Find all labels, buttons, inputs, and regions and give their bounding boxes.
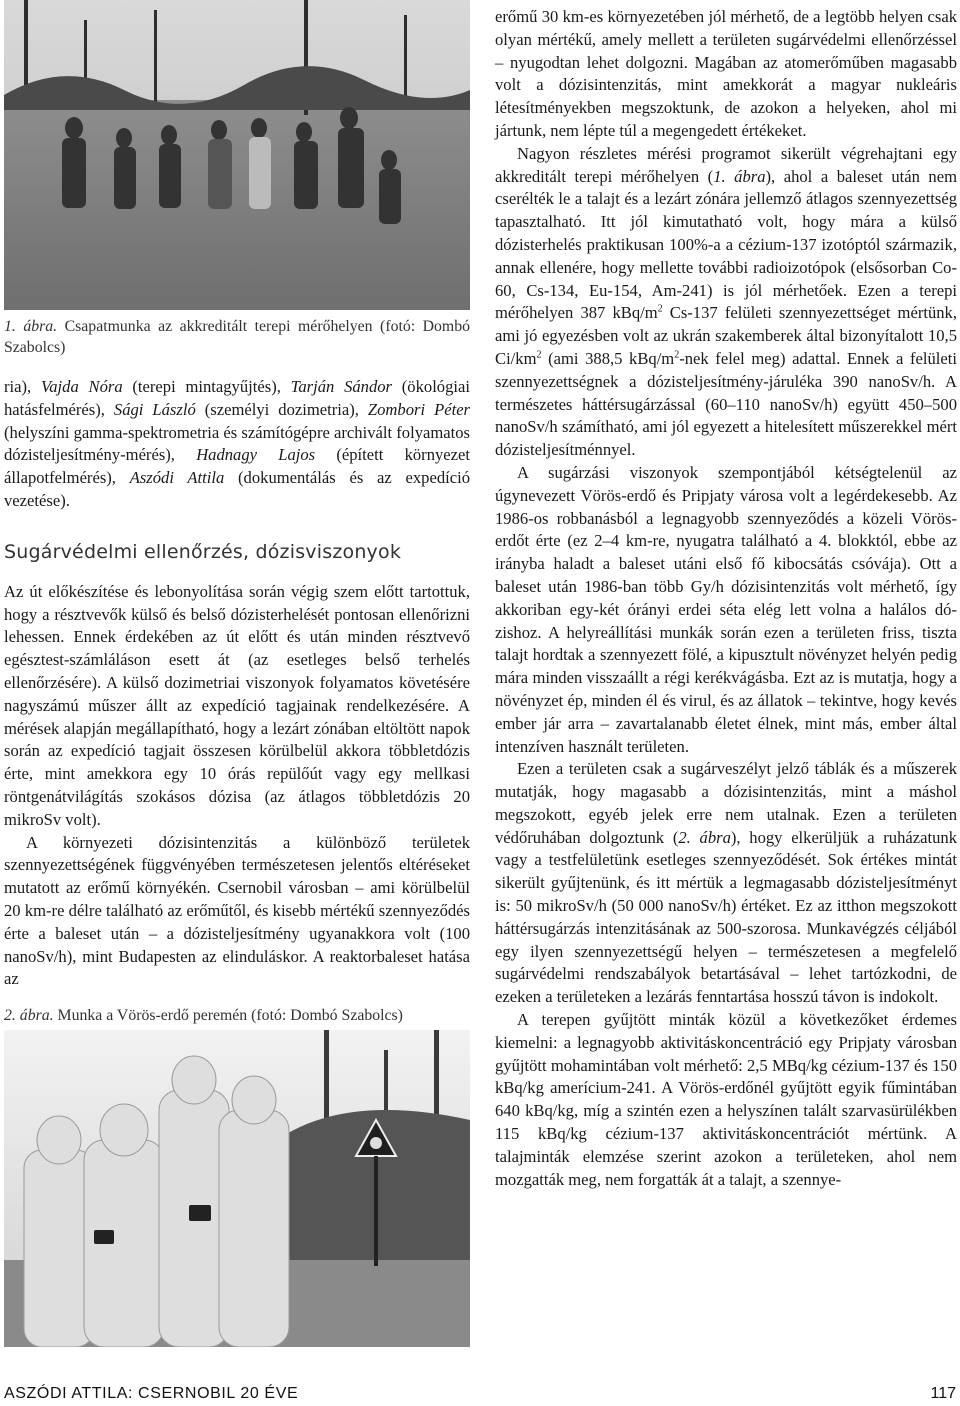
text-run: Cs-137 felületi szennyezettséget mértünk, ami jó egyezésben volt az ukrán szakemberek által bizonyítalott 10,5 Ci/km (495, 303, 957, 368)
figure-1-photo (4, 0, 470, 310)
italic-text: Vajda Nóra (40, 377, 123, 396)
protective-suits-photo-placeholder (4, 1030, 470, 1347)
page-number: 117 (930, 1385, 956, 1402)
superscript: 2 (657, 303, 663, 315)
dose-intensity-paragraph: A környezeti dózisintenzitás a különböző területek szennyezettségének függvényében természetesen jelentős eltéréseket mutatott az erőmű környékén. Csernobil városban – ami körülbelül 20 km-re délre található az erőműtől, és kisebb mértékű szennyeződés érte a baleset után – a dózisteljesítmény ugyanakkora volt (100 nanoSv/h), mint Budapesten az elinduláskor. A reaktorbaleset hatása az (4, 832, 470, 989)
italic-text: Hadnagy Lajos (196, 445, 316, 465)
figure-2-caption-text: Munka a Vörös-erdő peremén (fotó: Dombó Szabolcs) (57, 1007, 403, 1025)
figure-2-photo (4, 1030, 470, 1347)
red-forest-paragraph: A sugárzási viszonyok szempontjából kétségtelenül az úgynevezett Vörös-erdő és Pripjaty városa volt a legérdekesebb. Az 1986-os robbanásból a legnagyobb szennyeződés a közeli Vörös-erdőt érte (ez 2–4 km-re, nyugatra található a 4. blokktól, ebbe az irányba haladt a baleset utáni első fő kibocsátás csóvája). Ott a baleset után 1986-ban több Gy/h dózisintenzitás volt mérhető, így akkoriban egy-két órányi erdei séta elég lett volna a halálos dózishoz. A helyreállítási munkák során ezen a területen friss, tiszta talajt hordtak a szennyezett fölé, a kipusztult növényzet helyén pedig mára minden visszaállt a régi kerékvágásba. Ezt az is mutatja, hogy a növényzet ép, minden él és virul, és az állatok – tekintve, hogy kevés ember jár arra – zavartalanabb életet élnek, mint más, ember által intenzíven használt területen. (495, 462, 957, 756)
team-roles-paragraph (4, 376, 470, 513)
protective-clothing-paragraph (495, 758, 957, 1009)
italic-text: Zombori Péter (367, 399, 471, 419)
samples-paragraph: A terepen gyűjtött minták közül a következőket érdemes kiemelni: a legnagyobb aktivitáskoncentráció egy Pripjaty városban gyűjtött mohamintában volt mérhető: 2,5 MBq/kg cézium-137 és 150 kBq/kg amerícium-241. A Vörös-erdőnél gyűjtött egyik fűmintában 640 kBq/kg, míg a szintén ezen a helyszínen talált szarvasürülékben 115 kBq/kg cézium-137 aktivitáskoncentrációt mértünk. A talajminták elemzése szerint azokon a területeken, ahol nem mozgatták meg, nem forgatták át a talajt, a szennye- (495, 1010, 957, 1189)
text-run: (épített környezet állapotfelmérés), (4, 445, 470, 488)
text-run: (személyi dozimetria), (195, 399, 368, 419)
left-column (4, 0, 470, 1347)
italic-text: Tarján Sándor (290, 377, 393, 396)
dose-control-paragraph: Az út előkészítése és lebonyolítása során végig szem előtt tartottuk, hogy a résztvevők külső és belső dózisterhelését pontosan ellenőrizni lehessen. Ennek érdekében az út előtt és után minden résztvevő egésztest-számláláson esett át (az esetleges belső terhelés ellenőrzésére). A külső dozimetriai viszonyok folyamatos követésére nagyszámú műszer állt az expedíció tagjainak rendelkezésére. A mérések alapján megállapítható, hogy a lezárt zónában eltöltött napok során az expedíció tagjait összesen körülbelül akkora többletdózis érte, mint amekkora egy 10 órás repülőút vagy egy mellkasi röntgenátvilágítás szokásos dózisa (az átlagos többletdózis 20 mikroSv volt). (4, 581, 470, 829)
text-run: Nagyon részletes mérési programot sikerült végrehajtani egy akkreditált terepi mérőhelyen ( (495, 143, 957, 186)
text-run: (helyszíni gamma-spektrometria és számítógépre archivált folyamatos dózisteljesítmény-mérés), (4, 422, 470, 465)
right-column (495, 6, 957, 1191)
field-team-photo-placeholder (4, 0, 470, 310)
text-run: ), ahol a baleset után nem cserélték le a talajt és a lezárt zónára jellemző átlagos szennyezettség tapasztalható. Itt jól kimutatható volt, hogy mára a külső dózisterhelés praktikusan 100%-a a cézium-137 izotóptól származik, annak ellenére, hogy mellette további radioizotópok (elsősorban Co-60, Cs-134, Eu-154, Am-241) is jól mérhetőek. Ezen a terepi mérőhelyen 387 kBq/m (495, 166, 957, 323)
section-title (4, 541, 470, 563)
measurement-site-paragraph (495, 143, 957, 462)
figure-2-label: 2. ábra. (4, 1007, 54, 1025)
figure-1-caption-text: Csapatmunka az akkreditált terepi mérőhelyen (fotó: Dombó Szabolcs) (4, 318, 471, 356)
superscript: 2 (674, 349, 680, 361)
running-title: ASZÓDI ATTILA: CSERNOBIL 20 ÉVE (4, 1385, 299, 1402)
figure-2-caption (4, 1005, 470, 1026)
figure-1-caption (4, 316, 470, 358)
superscript: 2 (536, 349, 542, 361)
text-run: (ökológiai hatásfelmérés), (4, 377, 470, 419)
figure-1-label: 1. ábra. (4, 318, 58, 335)
text-run: (ami 388,5 kBq/m (541, 348, 675, 368)
text-run: (dokumentálás és az expedíció vezetése). (4, 468, 470, 510)
italic-text: 1. ábra (713, 166, 766, 186)
text-run: ), hogy elkerüljük a ruházatunk vagy a testfelületünk esetleges szennyeződését. Sok értékes mintát sikerült gyűjtenünk, és itt mértük a legmagasabb dózisteljesítményt is: 50 mikroSv/h (50 000 nanoSv/h) értéket. Ez az itthon megszokott háttérsugárzás intenzitásának az 500-szorosa. Munkavégzés céljából egy ilyen szennyezettségű helyen – természetesen a megfelelő sugárvédelmi rendszabályok betartásával – lehet tartózkodni, de ezeken a területeken a lezárás fenntartása hosszú távon is indokolt. (495, 827, 957, 1007)
text-run: ria), (4, 377, 41, 396)
text-run: -nek felel meg) adattal. Ennek a felületi szennyezettségnek a dózisteljesítmény-járuléka 390 nanoSv/h. A természetes háttérsugárzással (60–110 nanoSv/h) együtt 450–500 nanoSv/h számítható, ami jól egyezett a hitelesített műszerekkel mért dózisteljesítménnyel. (495, 348, 957, 460)
reactor-area-paragraph: erőmű 30 km-es környezetében jól mérhető, de a legtöbb helyen csak olyan mértékű, amely mellett a területen sugárvédelmi ellenőrzéssel – nyugodtan lehet dolgozni. Magában az atomerőműben magasabb volt a dózisintenzitás, mint amekkorát a magyar nukleáris létesítményekben megszoktunk, de azokon a helyeken, ahol mi jártunk, nem lépte túl a megengedett értékeket. (495, 7, 957, 140)
italic-text: Sági László (113, 399, 196, 419)
italic-text: Aszódi Attila (129, 468, 225, 488)
text-run: Ezen a területen csak a sugárveszélyt jelző táblák és a műszerek mutatják, hogy magasabb a dózisintenzitás, mint a máshol megszokott, egyéb jelek erre nem utalnak. Ezen a területen védőruhában dolgoztunk ( (495, 759, 957, 847)
text-run: (terepi mintagyűjtés), (122, 377, 291, 396)
section-title-text: Sugárvédelmi ellenőrzés, dózisviszonyok (4, 540, 402, 563)
italic-text: 2. ábra (678, 827, 731, 847)
